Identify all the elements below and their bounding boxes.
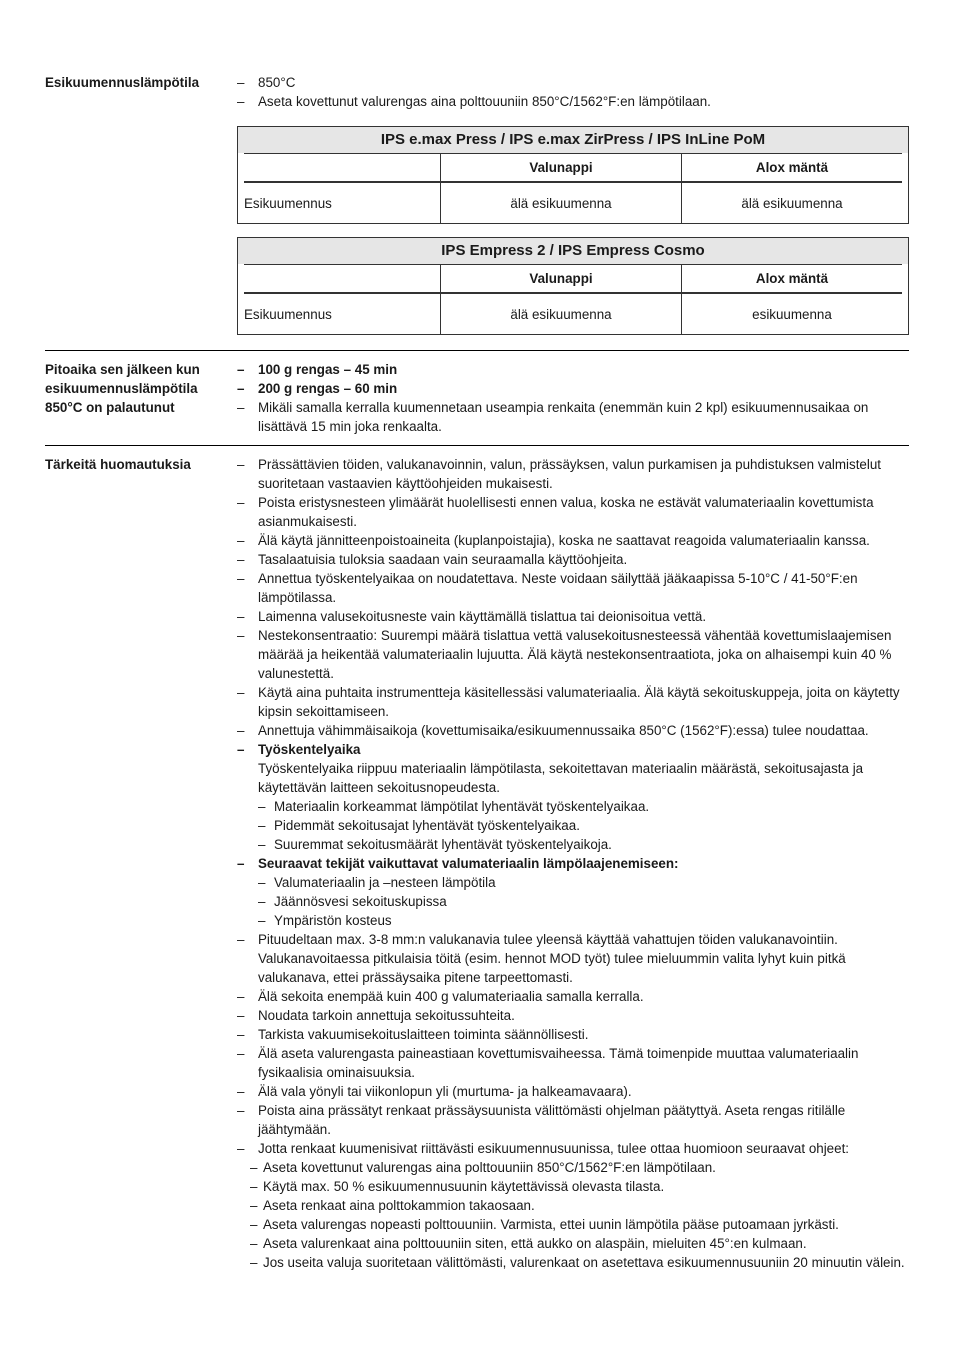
sub-item: – Jäännösvesi sekoituskupissa: [258, 894, 447, 909]
list-item: – Jotta renkaat kuumenisivat riittävästi esikuumennusuunissa, tulee ottaa huomioon seuraavat ohjeet: – Aseta kovettunut valurengas aina polttouuniin 850°C/1562°F:en lämpötilaan. – Käytä max. 50 % esikuumennusuunin käytettävissä olevasta tilasta. – Aseta renkaat aina polttokammion takaosaan. – Aseta valurengas nopeasti polttouuniin. Varmista, ettei uunin lämpötila pääse putoamaan jyrkästi. – Aseta valurenkaat aina polttouuniin siten, että aukko on alaspäin, mieluiten 45°:en kulmaan. – Jos useita valuja suoritetaan välittömästi, valurenkaat on asetettava esikuumennusuuniin 20 minuutin välein.: [237, 1139, 909, 1272]
list-item: – Älä vala yönyli tai viikonlopun yli (murtuma- ja halkeamavaara).: [237, 1084, 632, 1099]
divider: [45, 445, 909, 446]
item-list: [237, 360, 909, 436]
column-header: Valunappi: [441, 154, 682, 183]
column-header: Alox mäntä: [682, 154, 903, 183]
row-label: Esikuumennus: [244, 293, 441, 334]
item-list: [237, 73, 909, 111]
list-item: – Käytä aina puhtaita instrumentteja käsitellessäsi valumateriaalia. Älä käytä sekoituskuppeja, joita on käytetty kipsin sekoittamiseen.: [237, 685, 900, 719]
list-item: – Älä sekoita enempää kuin 400 g valumateriaalia samalla kerralla.: [237, 989, 644, 1004]
sub-item: – Aseta valurengas nopeasti polttouuniin. Varmista, ettei uunin lämpötila pääse putoamaan jyrkästi.: [250, 1217, 839, 1232]
table-row: [244, 293, 902, 334]
section-label: Pitoaika sen jälkeen kun esikuumennuslämpötila 850°C on palautunut: [45, 362, 200, 415]
header-empty: [244, 265, 441, 294]
list-item: – Tarkista vakuumisekoituslaitteen toiminta säännöllisesti.: [237, 1027, 589, 1042]
sub-item: – Ympäristön kosteus: [258, 913, 392, 928]
table-cell: älä esikuumenna: [441, 293, 682, 334]
list-item: – Poista aina prässätyt renkaat prässäysuunista välittömästi ohjelman päätyttyä. Aseta rengas ritilälle jäähtymään.: [237, 1103, 846, 1137]
table-cell: älä esikuumenna: [441, 182, 682, 223]
list-item-working-time: – Työskentelyaika Työskentelyaika riippuu materiaalin lämpötilasta, sekoitettavan materiaalin määrästä, sekoitusajasta ja käytettävän laitteen sekoitusnopeudesta. – Materiaalin korkeammat lämpötilat lyhentävät työskentelyaikaa. – Pidemmät sekoitusajat lyhentävät työskentelyaikaa. – Suuremmat sekoitusmäärät lyhentävät työskentelyaikoja.: [237, 740, 909, 854]
sub-item: – Aseta kovettunut valurengas aina polttouuniin 850°C/1562°F:en lämpötilaan.: [250, 1160, 716, 1175]
list-item: – Prässättävien töiden, valukanavoinnin, valun, prässäyksen, valun purkamisen ja puhdistuksen valmistelut suoritetaan vastaavien käyttöohjeiden mukaisesti.: [237, 457, 882, 491]
list-item: – Mikäli samalla kerralla kuumennetaan useampia renkaita (enemmän kuin 2 kpl) esikuumennusaikaa on lisättävä 15 min joka renkaalta.: [237, 400, 869, 434]
divider: [45, 350, 909, 351]
list-item: – 850°C: [237, 75, 296, 90]
sub-item: – Suuremmat sekoitusmäärät lyhentävät työskentelyaikoja.: [258, 837, 612, 852]
list-item: – Tasalaatuisia tuloksia saadaan vain seuraamalla käyttöohjeita.: [237, 552, 628, 567]
list-item: – 200 g rengas – 60 min: [237, 381, 398, 396]
list-item: – Noudata tarkoin annettuja sekoitussuhteita.: [237, 1008, 515, 1023]
table-ips-empress-2: [237, 237, 909, 335]
column-header: Alox mäntä: [682, 265, 903, 294]
working-time-text: Työskentelyaika riippuu materiaalin lämpötilasta, sekoitettavan materiaalin määrästä, sekoitusajasta ja käytettävän laitteen sekoitusnopeudesta.: [258, 761, 864, 795]
sub-list: [258, 797, 909, 854]
list-item: – Älä aseta valurengasta paineastiaan kovettumisvaiheessa. Tämä toimenpide muuttaa valumateriaalin fysikaalisia ominaisuuksia.: [237, 1046, 859, 1080]
list-item: – Annettua työskentelyaikaa on noudatettava. Neste voidaan säilyttää jääkaapissa 5-10°C / 41-50°F:en lämpötilassa.: [237, 571, 858, 605]
row-label: Esikuumennus: [244, 182, 441, 223]
table-title: IPS Empress 2 / IPS Empress Cosmo: [238, 238, 908, 264]
list-item-factors: – Seuraavat tekijät vaikuttavat valumateriaalin lämpölaajenemiseen: – Valumateriaalin ja –nesteen lämpötila – Jäännösvesi sekoituskupissa – Ympäristön kosteus: [237, 854, 909, 930]
list-item: – 100 g rengas – 45 min: [237, 362, 398, 377]
list-item: – Aseta kovettunut valurengas aina polttouuniin 850°C/1562°F:en lämpötilaan.: [237, 94, 711, 109]
list-item: – Annettuja vähimmäisaikoja (kovettumisaika/esikuumennussaika 850°C (1562°F):essa) tulee noudattaa.: [237, 723, 869, 738]
column-header: Valunappi: [441, 265, 682, 294]
sub-item: – Materiaalin korkeammat lämpötilat lyhentävät työskentelyaikaa.: [258, 799, 650, 814]
section-label: Tärkeitä huomautuksia: [45, 457, 191, 472]
sub-item: – Aseta valurenkaat aina polttouuniin siten, että aukko on alaspäin, mieluiten 45°:en kulmaan.: [250, 1236, 807, 1251]
item-list: [237, 455, 909, 1272]
list-item: – Poista eristysnesteen ylimäärät huolellisesti ennen valua, koska ne estävät valumateriaalin kovettumista asianmukaisesti.: [237, 495, 874, 529]
sub-list: [258, 873, 909, 930]
sub-list: [250, 1158, 909, 1272]
table-cell: älä esikuumenna: [741, 195, 843, 211]
sub-item: – Jos useita valuja suoritetaan välittömästi, valurenkaat on asetettava esikuumennusuuniin 20 minuutin välein.: [250, 1255, 905, 1270]
table-row: [244, 182, 902, 223]
factors-heading: Seuraavat tekijät vaikuttavat valumateriaalin lämpölaajenemiseen:: [258, 856, 679, 871]
working-time-heading: Työskentelyaika: [258, 742, 361, 757]
list-item: – Laimenna valusekoitusneste vain käyttämällä tislattua tai deionisoitua vettä.: [237, 609, 707, 624]
sub-item: – Aseta renkaat aina polttokammion takaosaan.: [250, 1198, 535, 1213]
sub-item: – Valumateriaalin ja –nesteen lämpötila: [258, 875, 496, 890]
list-item: – Pituudeltaan max. 3-8 mm:n valukanavia tulee yleensä käyttää vahattujen töiden valukanavointiin. Valukanavoitaessa pitkulaisia töitä (esim. hennot MOD työt) tulee mieluummin valita lyhyt kuin pitkä valukanava, ettei prässäysaika pitene tarpeettomasti.: [237, 932, 846, 985]
list-item: – Nestekonsentraatio: Suurempi määrä tislattua vettä valusekoitusnesteessä vähentää kovettumislaajemisen määrää ja heikentää valumateriaalin lujuutta. Älä käytä nestekonsentraatiota, joka on alhaisempi kuin 40 % valunestettä.: [237, 628, 892, 681]
sub-item: – Käytä max. 50 % esikuumennusuunin käytettävissä olevasta tilasta.: [250, 1179, 665, 1194]
table-cell: esikuumenna: [752, 306, 832, 322]
section-label: Esikuumennuslämpötila: [45, 75, 200, 90]
table-title: IPS e.max Press / IPS e.max ZirPress / IPS InLine PoM: [238, 127, 908, 153]
header-empty: [244, 154, 441, 183]
sub-item: – Pidemmät sekoitusajat lyhentävät työskentelyaikaa.: [258, 818, 580, 833]
table-ips-emax-press: [237, 126, 909, 224]
list-item: – Älä käytä jännitteenpoistoaineita (kuplanpoistajia), koska ne saattavat reagoida valumateriaalin kanssa.: [237, 533, 870, 548]
